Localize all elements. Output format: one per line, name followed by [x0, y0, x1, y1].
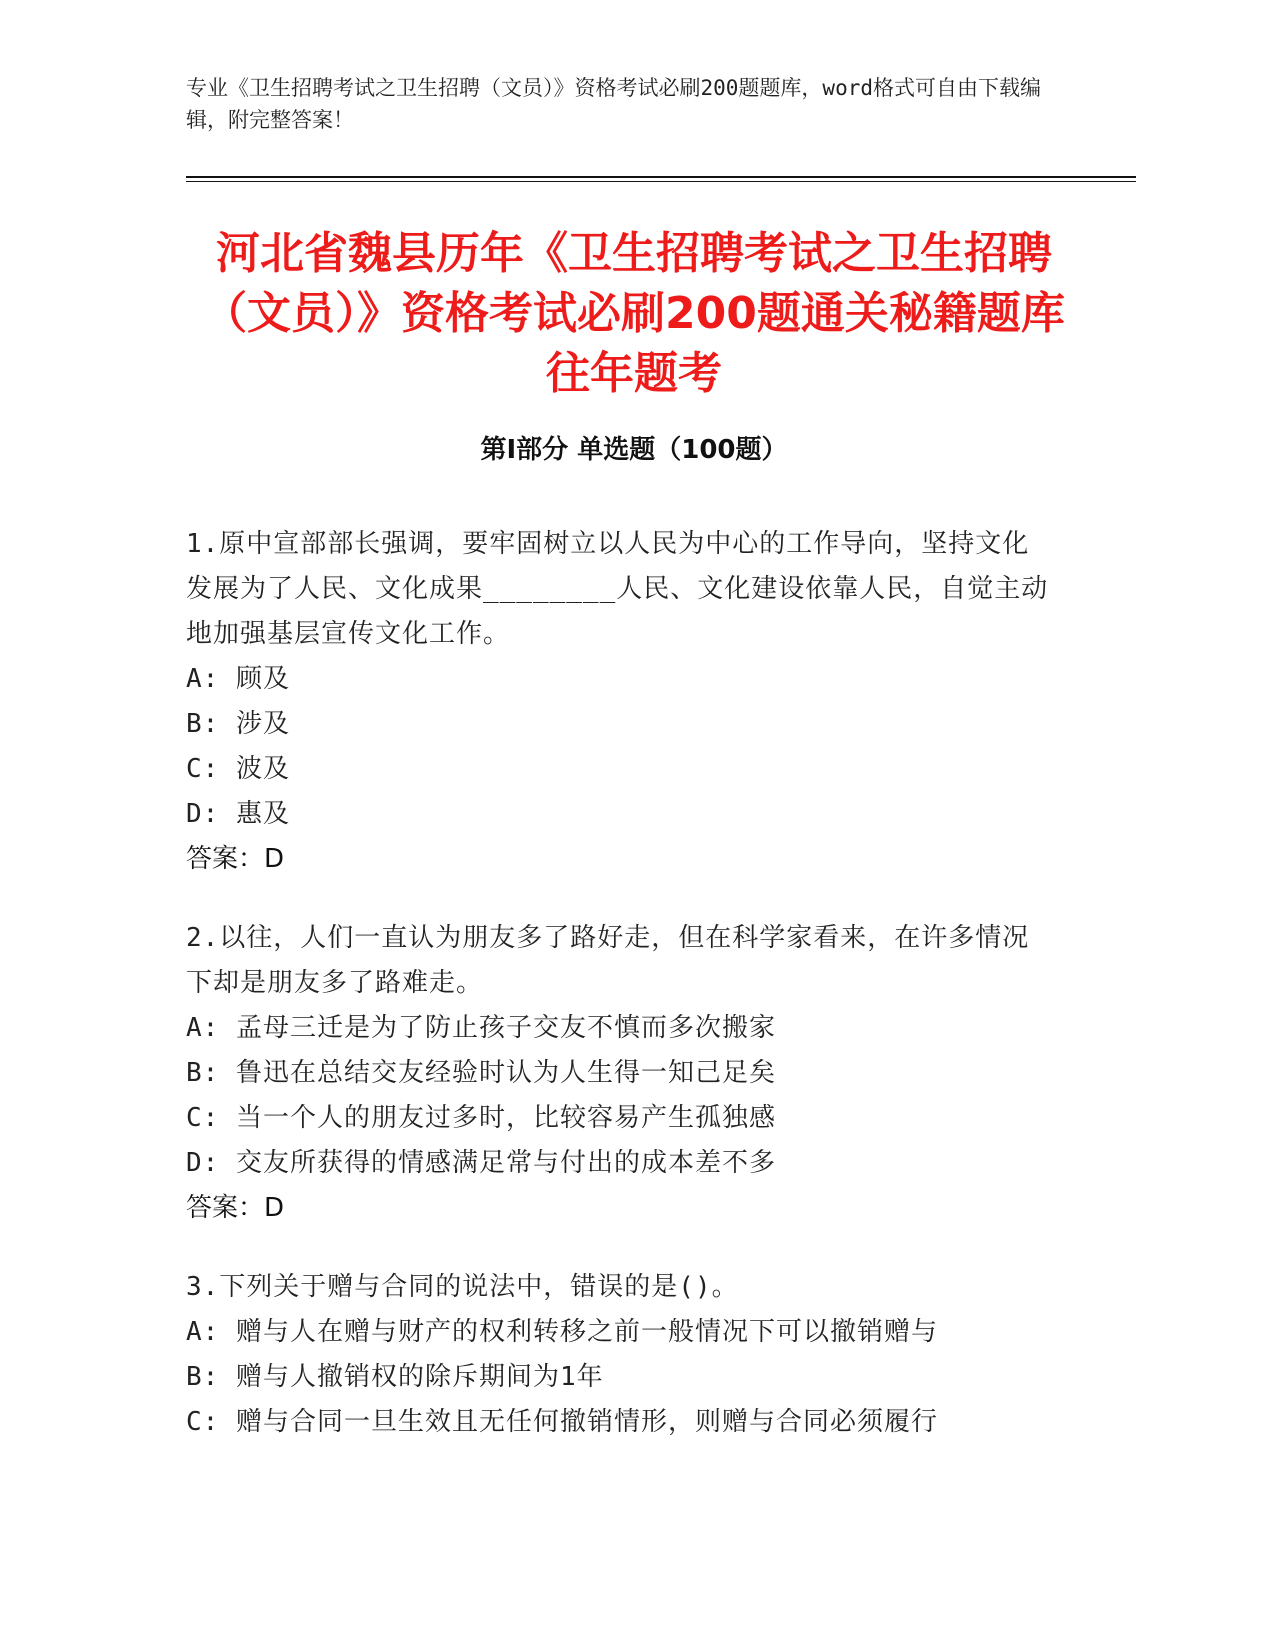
- option-c: C: 波及: [186, 754, 290, 784]
- option-a: A: 孟母三迁是为了防止孩子交友不慎而多次搬家: [186, 1013, 776, 1043]
- option-d: D: 惠及: [186, 799, 290, 829]
- question-3: [186, 1265, 1056, 1445]
- header-divider-thick: [186, 176, 1136, 178]
- option-b: B: 鲁迅在总结交友经验时认为人生得一知己足矣: [186, 1058, 776, 1088]
- option-b: B: 赠与人撤销权的除斥期间为1年: [186, 1362, 604, 1392]
- question-stem: 2.以往，人们一直认为朋友多了路好走，但在科学家看来，在许多情况下却是朋友多了路难走。: [186, 923, 1030, 998]
- question-2: [186, 916, 1056, 1231]
- question-1: [186, 522, 1056, 882]
- header-note: 专业《卫生招聘考试之卫生招聘（文员）》资格考试必刷200题题库，word格式可自由下载编辑，附完整答案！: [186, 76, 1041, 132]
- option-a: A: 赠与人在赠与财产的权利转移之前一般情况下可以撤销赠与: [186, 1317, 938, 1347]
- question-stem: 1.原中宣部部长强调，要牢固树立以人民为中心的工作导向，坚持文化发展为了人民、文化成果________人民、文化建设依靠人民，自觉主动地加强基层宣传文化工作。: [186, 529, 1049, 649]
- option-c: C: 当一个人的朋友过多时，比较容易产生孤独感: [186, 1103, 776, 1133]
- header-divider-thin: [186, 181, 1136, 182]
- answer: 答案：D: [186, 1193, 285, 1223]
- option-b: B: 涉及: [186, 709, 290, 739]
- question-list: [186, 522, 1056, 1479]
- option-a: A: 顾及: [186, 664, 290, 694]
- option-d: D: 交友所获得的情感满足常与付出的成本差不多: [186, 1148, 776, 1178]
- section-title: 第Ⅰ部分 单选题（100题）: [480, 435, 788, 465]
- document-title: 河北省魏县历年《卫生招聘考试之卫生招聘（文员）》资格考试必刷200题通关秘籍题库往年题考: [203, 228, 1065, 399]
- answer: 答案：D: [186, 844, 285, 874]
- question-stem: 3.下列关于赠与合同的说法中，错误的是()。: [186, 1272, 739, 1302]
- option-c: C: 赠与合同一旦生效且无任何撤销情形，则赠与合同必须履行: [186, 1407, 938, 1437]
